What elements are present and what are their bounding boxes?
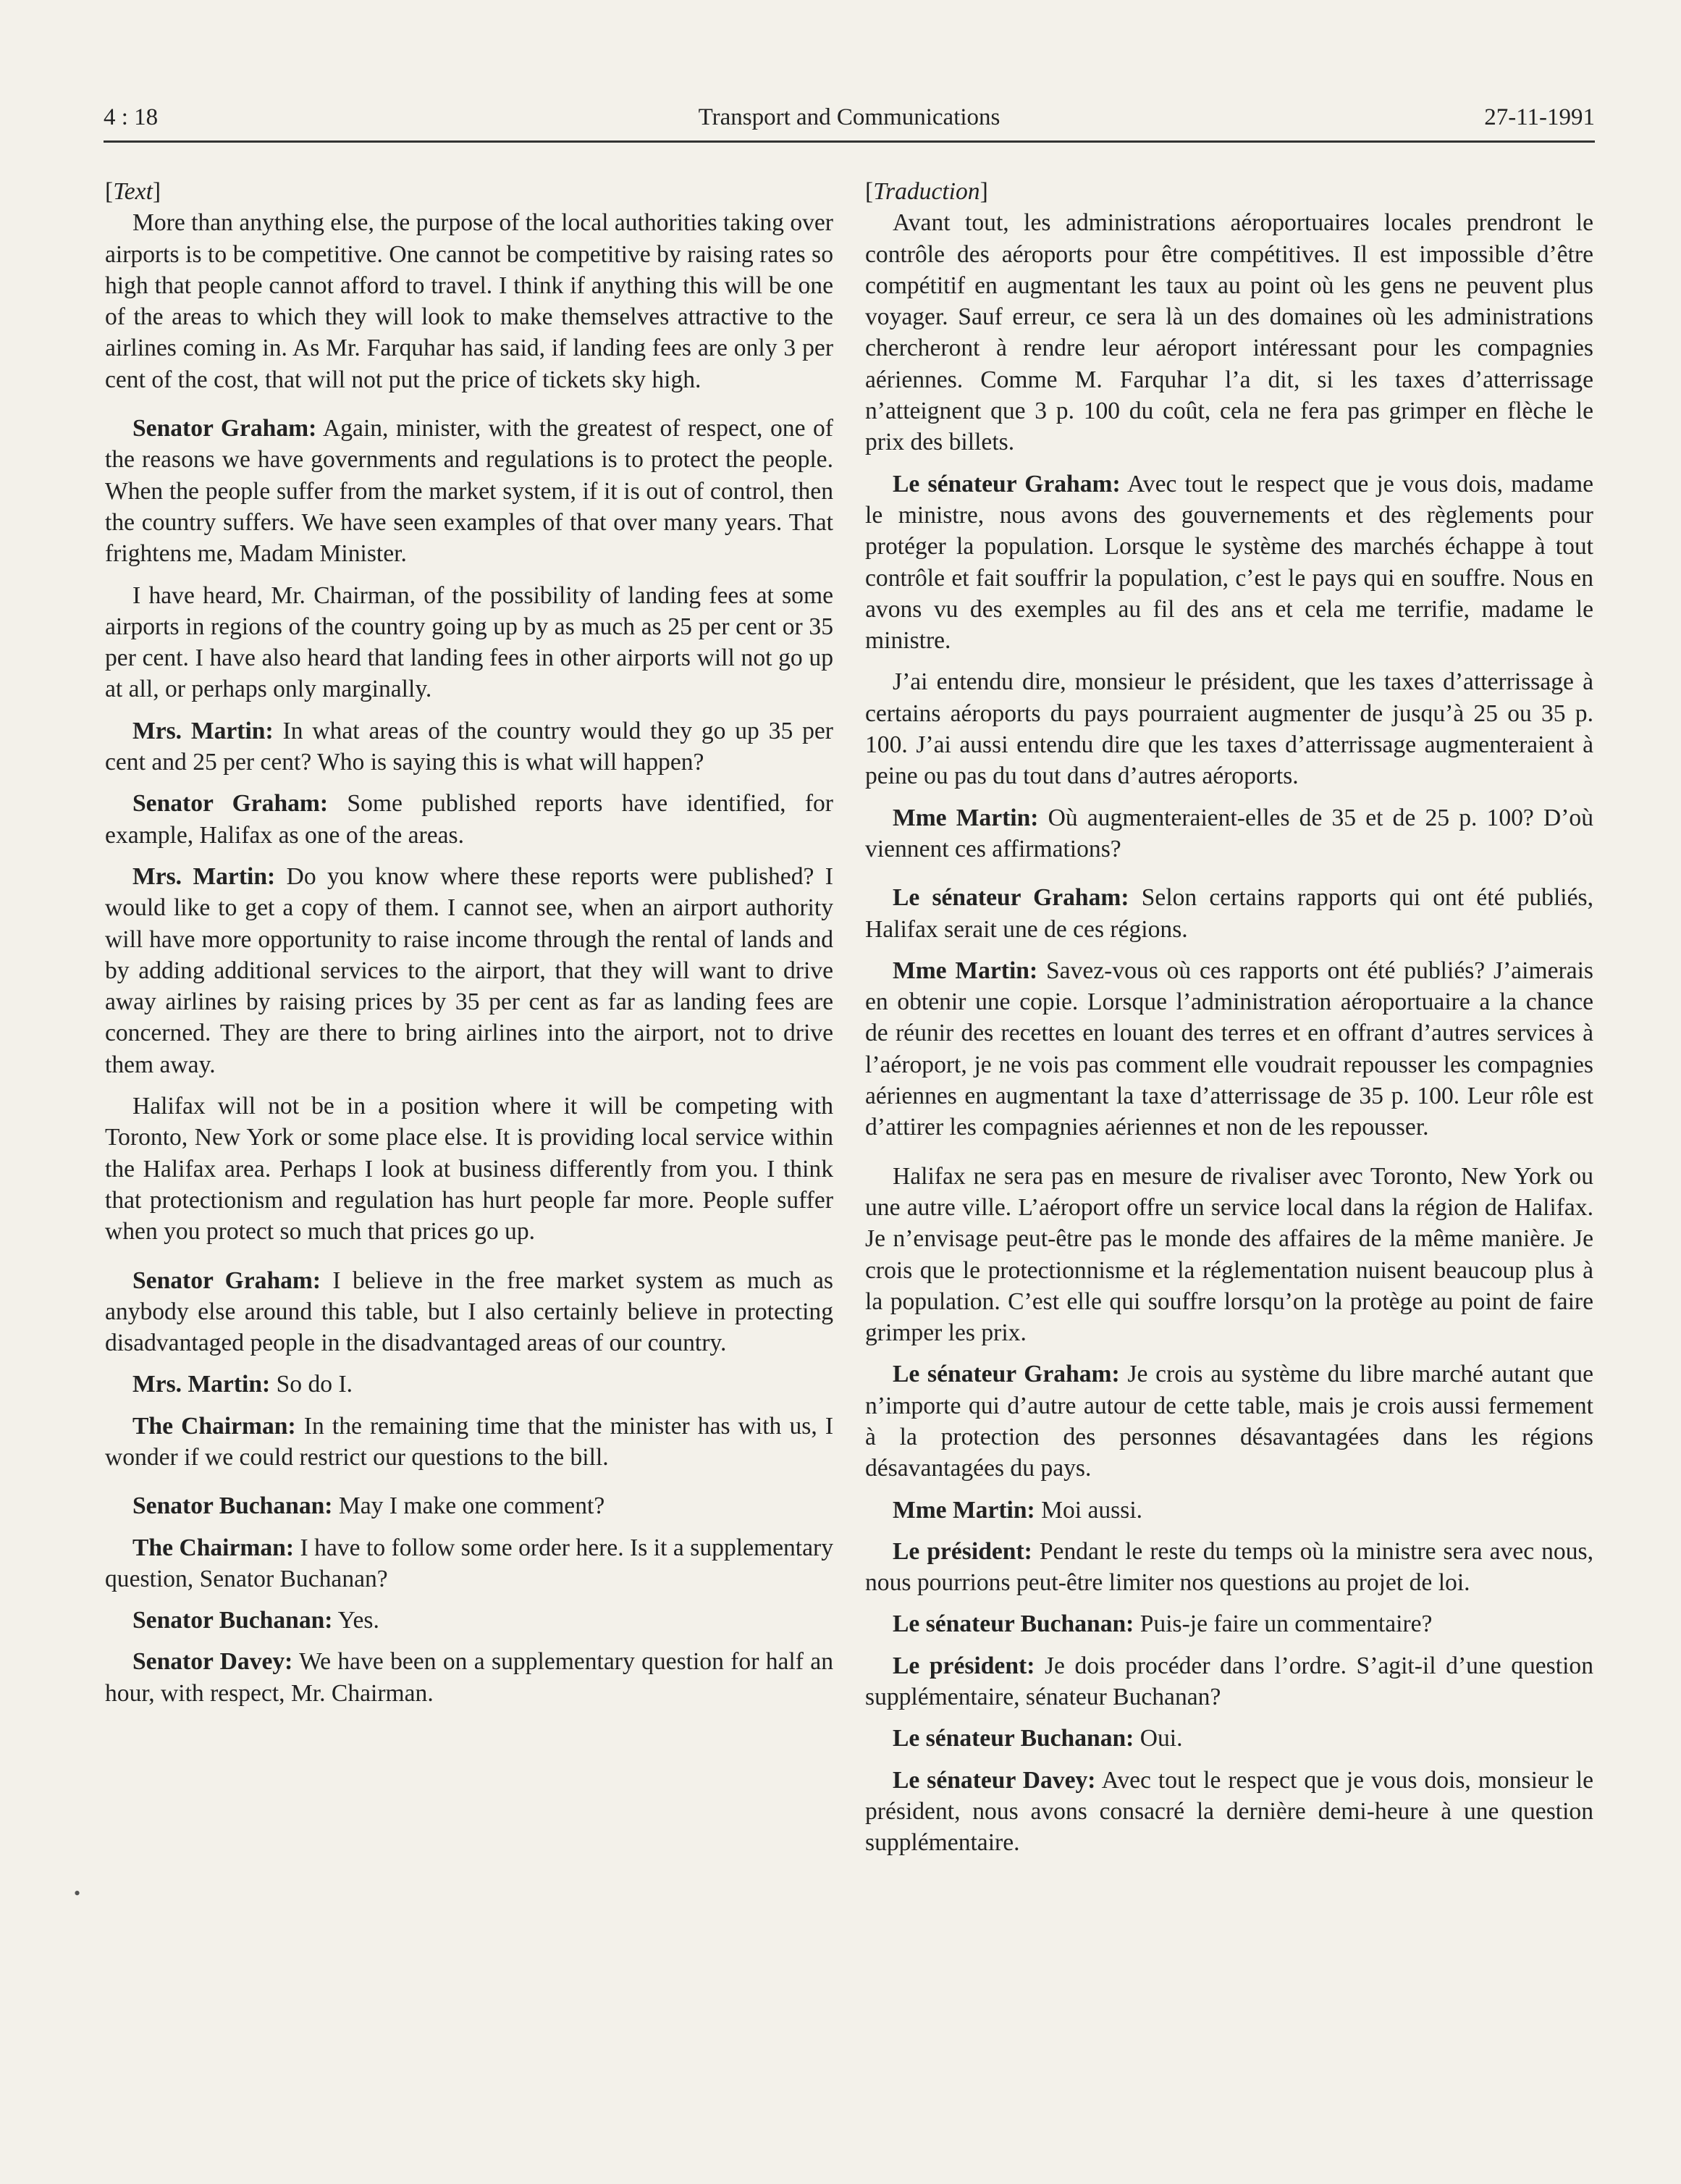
paragraph: Mrs. Martin: Do you know where these reports were published? I would like to get a copy of them. I cannot see, when an airport authority will have more opportunity to raise income through the rental of lands and by adding additional services to the airport, that they will want to drive away airlines by raising prices by 35 per cent as far as landing fees are concerned. They are there to bring airlines into the airport, not to drive them away. (105, 862, 833, 1078)
paragraph: Mrs. Martin: In what areas of the country would they go up 35 per cent and 25 per cent? Who is saying this is what will happen? (105, 717, 833, 776)
speaker-name: Le sénateur Graham: (893, 470, 1121, 497)
paragraph: Le sénateur Graham: Je crois au système du libre marché autant que n’importe qui d’autre autour de cette table, mais je crois aussi fermement à la protection des personnes désavantagées dans les régions désavantagées du pays. (865, 1361, 1593, 1482)
paragraph: Senator Graham: Some published reports have identified, for example, Halifax as one of the areas. (105, 790, 833, 849)
paragraph: Mrs. Martin: So do I. (132, 1371, 353, 1398)
french-column (865, 176, 1593, 1869)
speaker-name: Mrs. Martin: (132, 862, 276, 890)
speaker-name: Mrs. Martin: (132, 1371, 271, 1398)
speaker-name: Senator Graham: (132, 790, 329, 818)
paragraph: Halifax ne sera pas en mesure de rivaliser avec Toronto, New York ou une autre ville. L’aéroport offre un service local dans la région de Halifax. Je n’envisage peut-être pas le monde des affaires de la même manière. Je crois que le protectionnisme et la réglementation nuisent beaucoup plus à la population. C’est elle qui souffre lorsqu’on la protège au point de faire grimper les prix. (865, 1162, 1593, 1347)
paragraph: Senator Davey: We have been on a supplementary question for half an hour, with respect, Mr. Chairman. (105, 1648, 833, 1707)
paragraph: Le sénateur Buchanan: Puis-je faire un commentaire? (893, 1610, 1433, 1638)
speaker-name: Le sénateur Graham: (893, 1361, 1120, 1388)
speaker-name: Mrs. Martin: (132, 717, 274, 744)
speaker-name: Mme Martin: (893, 804, 1039, 831)
page-header (104, 103, 1595, 143)
speaker-name: Mme Martin: (893, 1496, 1035, 1524)
speaker-name: Le président: (893, 1652, 1035, 1679)
speaker-name: Le président: (893, 1537, 1032, 1565)
paragraph: More than anything else, the purpose of the local authorities taking over airports is to be competitive. One cannot be competitive by raising rates so high that people cannot afford to travel. I think if anything this will be one of the areas to which they will look to make themselves attractive to the airlines coming in. As Mr. Farquhar has said, if landing fees are only 3 per cent of the cost, that will not put the price of tickets sky high. (105, 209, 833, 393)
paragraph: Halifax will not be in a position where it will be competing with Toronto, New York or some place else. It is providing local service within the Halifax area. Perhaps I look at business differently from you. I think that protectionism and regulation has hurt people far more. People suffer when you protect so much that prices go up. (105, 1093, 833, 1246)
speaker-name: The Chairman: (132, 1412, 296, 1440)
paragraph: Le sénateur Graham: Avec tout le respect que je vous dois, madame le ministre, nous avons des gouvernements et des règlements pour protéger la population. Lorsque le système des marchés échappe à tout contrôle et fait souffrir la population, c’est le pays qui en souffre. Nous en avons vu des exemples au fil des ans et cela me terrifie, madame le ministre. (865, 470, 1593, 655)
speaker-name: Senator Buchanan: (132, 1492, 333, 1520)
speaker-name: Senator Graham: (132, 1267, 321, 1294)
speaker-name: Le sénateur Davey: (893, 1766, 1096, 1794)
paragraph: Le sénateur Graham: Selon certains rapports qui ont été publiés, Halifax serait une de ces régions. (865, 884, 1593, 943)
paragraph: Le sénateur Davey: Avec tout le respect que je vous dois, monsieur le président, nous avons consacré la dernière demi-heure à une question supplémentaire. (865, 1766, 1593, 1857)
page-number: 4 : 18 (104, 104, 159, 130)
speaker-name: Senator Davey: (132, 1648, 293, 1676)
speaker-name: Le sénateur Buchanan: (893, 1610, 1134, 1638)
running-title: Transport and Communications (698, 104, 1000, 130)
paragraph: Senator Buchanan: Yes. (132, 1607, 379, 1634)
paragraph: Senator Graham: I believe in the free market system as much as anybody else around this table, but I also certainly believe in protecting disadvantaged people in the disadvantaged areas of our country. (105, 1267, 833, 1357)
speaker-name: Senator Buchanan: (132, 1607, 333, 1634)
paragraph: Le sénateur Buchanan: Oui. (893, 1725, 1183, 1752)
paragraph: Senator Graham: Again, minister, with the greatest of respect, one of the reasons we have governments and regulations is to protect the people. When the people suffer from the market system, if it is out of control, then the country suffers. We have seen examples of that over many years. That frightens me, Madam Minister. (105, 415, 833, 568)
paragraph: Senator Buchanan: May I make one comment? (132, 1492, 605, 1520)
paragraph: Le président: Pendant le reste du temps où la ministre sera avec nous, nous pourrions peut-être limiter nos questions au projet de loi. (865, 1537, 1593, 1597)
paragraph: Mme Martin: Savez-vous où ces rapports ont été publiés? J’aimerais en obtenir une copie. Lorsque l’administration aéroportuaire a la chance de réunir des recettes en louant des terres et en offrant d’autres services à l’aéroport, je ne vois pas comment elle voudrait repousser les compagnies aériennes en augmentant la taxe d’atterrissage de 35 p. 100. Leur rôle est d’attirer les compagnies aériennes et non de les repousser. (865, 957, 1594, 1141)
section-tag: [Traduction] (865, 178, 988, 205)
paragraph: J’ai entendu dire, monsieur le président, que les taxes d’atterrissage à certains aéroports du pays pourraient augmenter de jusqu’à 25 ou 35 p. 100. J’ai aussi entendu dire que les taxes d’atterrissage augmenteraient à peine ou pas du tout dans d’autres aéroports. (865, 668, 1593, 790)
speaker-name: Le sénateur Graham: (893, 884, 1129, 912)
page-date: 27-11-1991 (1484, 104, 1595, 130)
paragraph: I have heard, Mr. Chairman, of the possibility of landing fees at some airports in regions of the country going up by as much as 25 per cent or 35 per cent. I have also heard that landing fees in other airports will not go up at all, or perhaps only marginally. (105, 581, 833, 703)
paragraph: Avant tout, les administrations aéroportuaires locales prendront le contrôle des aéroports pour être compétitives. Il est impossible d’être compétitif en augmentant les taux au point où les gens ne peuvent plus voyager. Sauf erreur, ce sera là un des domaines où les administrations chercheront à rendre leur aéroport intéressant pour les compagnies aériennes. Comme M. Farquhar l’a dit, si les taxes d’atterrissage n’atteignent que 3 p. 100 du coût, cela ne fera pas grimper en flèche le prix des billets. (865, 209, 1593, 456)
section-tag: [Text] (105, 178, 161, 205)
paragraph: Le président: Je dois procéder dans l’ordre. S’agit-il d’une question supplémentaire, sénateur Buchanan? (865, 1652, 1593, 1711)
paragraph: The Chairman: I have to follow some order here. Is it a supplementary question, Senator Buchanan? (105, 1534, 833, 1592)
speaker-name: Le sénateur Buchanan: (893, 1725, 1134, 1752)
paragraph: Mme Martin: Moi aussi. (893, 1496, 1143, 1524)
speaker-name: Senator Graham: (132, 415, 317, 442)
paragraph: Mme Martin: Où augmenteraient-elles de 35 et de 25 p. 100? D’où viennent ces affirmations? (865, 804, 1593, 862)
paragraph: The Chairman: In the remaining time that the minister has with us, I wonder if we could restrict our questions to the bill. (105, 1412, 834, 1471)
margin-dot-mark: • (74, 1883, 81, 1904)
speaker-name: Mme Martin: (893, 957, 1038, 984)
speaker-name: The Chairman: (132, 1534, 295, 1561)
english-column (105, 176, 833, 1719)
